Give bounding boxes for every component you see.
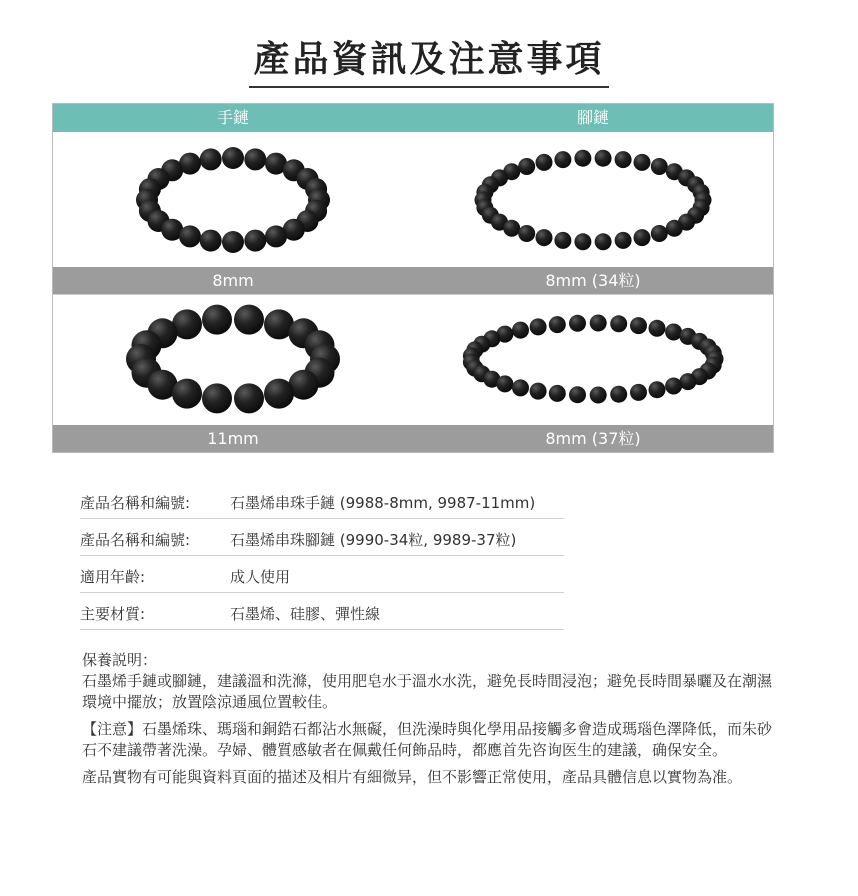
bead (574, 233, 591, 250)
caution-text: 【注意】石墨烯珠、瑪瑙和銅鋯石都沾水無礙，但洗澡時與化學用品接觸多會造成瑪瑙色澤降低，而朱砂石不建議帶著洗澡。孕婦、體質感敏者在佩戴任何飾品時，都應首先咨询医生的建議，确保安全。 (82, 720, 773, 759)
bead (569, 386, 586, 403)
bead (574, 150, 591, 167)
bead (615, 232, 632, 249)
bead (651, 225, 668, 242)
bead (630, 384, 647, 401)
care-text: 石墨烯手鏈或腳鏈，建議溫和洗滌，使用肥皂水于溫水水洗，避免長時間浸泡；避免長時間暴曬及在潮濕環境中擺放；放置陰涼通風位置較佳。 (82, 672, 773, 711)
spec-value: 石墨烯串珠手鏈 (9988-8mm, 9987-11mm) (230, 493, 536, 512)
bead (179, 225, 201, 247)
bead (202, 383, 232, 413)
bead (222, 147, 244, 169)
bead (200, 230, 222, 252)
bead (595, 233, 612, 250)
bead (172, 379, 202, 409)
bead (649, 381, 666, 398)
bead (569, 315, 586, 332)
bead (536, 154, 553, 171)
bead (503, 220, 520, 237)
page-title-wrap (0, 38, 858, 88)
anklet-34-image (413, 132, 773, 267)
bead (665, 378, 682, 395)
anklet-column (413, 104, 773, 452)
bead (222, 231, 244, 253)
bead (554, 232, 571, 249)
bead (530, 383, 547, 400)
bead (610, 386, 627, 403)
bead (630, 317, 647, 334)
bead (610, 315, 627, 332)
bead (549, 316, 566, 333)
spec-row (80, 556, 564, 593)
spec-row (80, 519, 564, 556)
bead (666, 220, 683, 237)
bracelet-11mm-caption: 11mm (53, 425, 413, 452)
bead (590, 315, 607, 332)
spec-label: 適用年齡: (80, 567, 146, 586)
spec-label: 產品名稱和編號: (80, 493, 191, 512)
care-heading: 保養説明： (82, 651, 158, 669)
bead (595, 150, 612, 167)
spec-label: 產品名稱和編號: (80, 530, 191, 549)
bead (202, 305, 232, 335)
anklet-37-caption: 8mm (37粒) (413, 425, 773, 452)
care-notes (82, 650, 772, 794)
bead (518, 158, 535, 175)
anklet-header: 腳鏈 (413, 104, 773, 132)
bead (615, 151, 632, 168)
bracelet-header: 手鏈 (53, 104, 413, 132)
bead (244, 148, 266, 170)
spec-label: 主要材質: (80, 604, 146, 623)
bracelet-8mm-image (53, 132, 413, 267)
bead (536, 229, 553, 246)
spec-value: 成人使用 (230, 567, 291, 586)
bracelet-8mm-caption: 8mm (53, 267, 413, 294)
bead (496, 375, 513, 392)
bead (234, 305, 264, 335)
spec-value: 石墨烯串珠腳鏈 (9990-34粒, 9989-37粒) (230, 530, 517, 549)
bead (554, 151, 571, 168)
bead (590, 387, 607, 404)
spec-list (80, 482, 564, 630)
bead (265, 225, 287, 247)
bead (649, 320, 666, 337)
page-title: 產品資訊及注意事項 (249, 38, 608, 88)
bead (530, 318, 547, 335)
bead (634, 229, 651, 246)
anklet-37-image (413, 294, 773, 426)
bead (244, 230, 266, 252)
bead (264, 379, 294, 409)
bead (518, 225, 535, 242)
bracelet-11mm-image (53, 294, 413, 426)
bead (512, 379, 529, 396)
bead (634, 154, 651, 171)
bead (549, 385, 566, 402)
spec-row (80, 593, 564, 630)
bead (234, 383, 264, 413)
product-table (52, 103, 774, 453)
bracelet-column (53, 104, 414, 452)
spec-value: 石墨烯、硅膠、彈性線 (230, 604, 381, 623)
bead (512, 322, 529, 339)
bead (651, 158, 668, 175)
bead (200, 148, 222, 170)
anklet-34-caption: 8mm (34粒) (413, 267, 773, 294)
disclaimer-text: 產品實物有可能與資料頁面的描述及相片有細微异，但不影響正常使用，產品具體信息以實物為准。 (82, 768, 743, 786)
spec-row (80, 482, 564, 519)
